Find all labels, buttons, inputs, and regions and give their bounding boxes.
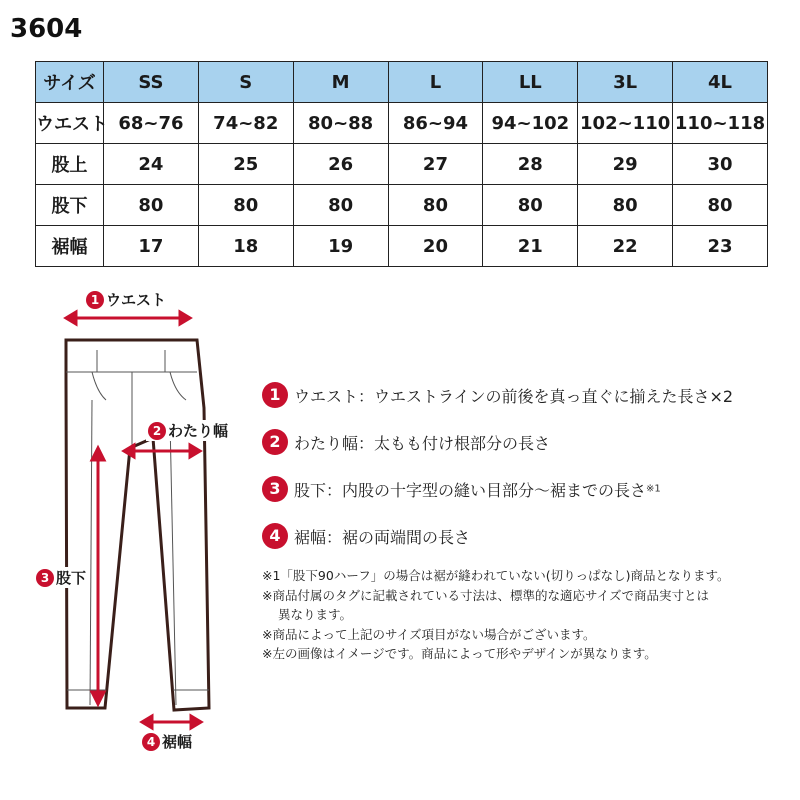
pants-illustration [0,280,250,800]
number-badge: 2 [262,429,288,455]
size-header-cell: 4L [673,62,768,103]
table-cell: 28 [483,144,578,185]
pants-diagram [0,280,250,800]
table-cell: 20 [388,226,483,267]
table-cell: 26 [293,144,388,185]
footnote-mark: ※1 [646,483,661,495]
legend-item [262,523,792,553]
table-cell: 27 [388,144,483,185]
table-row-rise [36,144,768,185]
pants-details [66,350,209,705]
measure-inseam-arrow [92,448,104,704]
measure-thigh-arrow [124,445,200,457]
diagram-label-text: 股下 [56,569,87,587]
table-cell: 74~82 [198,103,293,144]
measurement-legend [262,382,792,570]
diagram-label-inseam [34,567,88,588]
legend-text: ウエスト：ウエストラインの前後を真っ直ぐに揃えた長さ×2 [294,386,734,406]
note-line: ※左の画像はイメージです。商品によって形やデザインが異なります。 [262,646,657,661]
size-header-cell: M [293,62,388,103]
row-label: ウエスト [36,103,104,144]
table-cell: 24 [104,144,199,185]
size-table [35,61,768,267]
table-cell: 17 [104,226,199,267]
number-badge: 3 [262,476,288,502]
table-cell: 25 [198,144,293,185]
note-line: ※商品によって上記のサイズ項目がない場合がございます。 [262,626,596,642]
row-label: 股下 [36,185,104,226]
legend-item [262,476,792,506]
diagram-label-text: ウエスト [106,291,167,309]
table-cell: 80 [104,185,199,226]
legend-item [262,382,792,412]
note-line: 異なります。 [278,607,353,622]
number-badge: 4 [262,523,288,549]
diagram-label-hem [140,731,194,752]
measure-hem-arrow [142,716,201,728]
table-row-hem [36,226,768,267]
table-cell: 80 [578,185,673,226]
size-header-cell: L [388,62,483,103]
table-cell: 19 [293,226,388,267]
measure-waist-arrow [66,312,190,324]
size-header-cell: S [198,62,293,103]
diagram-label-text: わたり幅 [168,422,229,440]
pants-outline [66,340,209,710]
table-cell: 30 [673,144,768,185]
diagram-label-waist [84,289,168,310]
number-badge: 1 [262,382,288,408]
table-row-waist [36,103,768,144]
notes [262,566,782,664]
row-label: 股上 [36,144,104,185]
table-cell: 80 [673,185,768,226]
legend-text: 股下：内股の十字型の縫い目部分〜裾までの長さ [294,480,647,500]
legend-text: 裾幅：裾の両端間の長さ [294,527,471,547]
table-cell: 68~76 [104,103,199,144]
size-table-header-row [36,62,768,103]
table-cell: 29 [578,144,673,185]
table-cell: 23 [673,226,768,267]
table-cell: 80 [198,185,293,226]
table-cell: 94~102 [483,103,578,144]
table-cell: 18 [198,226,293,267]
table-row-inseam [36,185,768,226]
table-cell: 21 [483,226,578,267]
table-cell: 80 [293,185,388,226]
table-cell: 86~94 [388,103,483,144]
number-badge: 1 [86,291,104,309]
table-cell: 80~88 [293,103,388,144]
number-badge: 4 [142,733,160,751]
diagram-label-text: 裾幅 [162,733,193,751]
table-cell: 102~110 [578,103,673,144]
size-header-cell: SS [104,62,199,103]
size-header-cell: LL [483,62,578,103]
number-badge: 2 [148,422,166,440]
table-cell: 80 [388,185,483,226]
table-cell: 110~118 [673,103,768,144]
row-label: 裾幅 [36,226,104,267]
note-line: ※商品付属のタグに記載されている寸法は、標準的な適応サイズで商品実寸とは [262,587,709,603]
size-header-cell: 3L [578,62,673,103]
diagram-label-thigh [146,420,230,441]
table-cell: 22 [578,226,673,267]
note-line: ※1「股下90ハーフ」の場合は裾が縫われていない(切りっぱなし)商品となります。 [262,568,730,583]
table-cell: 80 [483,185,578,226]
product-code: 3604 [10,14,83,44]
legend-text: わたり幅：太もも付け根部分の長さ [294,433,551,453]
legend-item [262,429,792,459]
number-badge: 3 [36,569,54,587]
size-header-label: サイズ [36,62,104,103]
